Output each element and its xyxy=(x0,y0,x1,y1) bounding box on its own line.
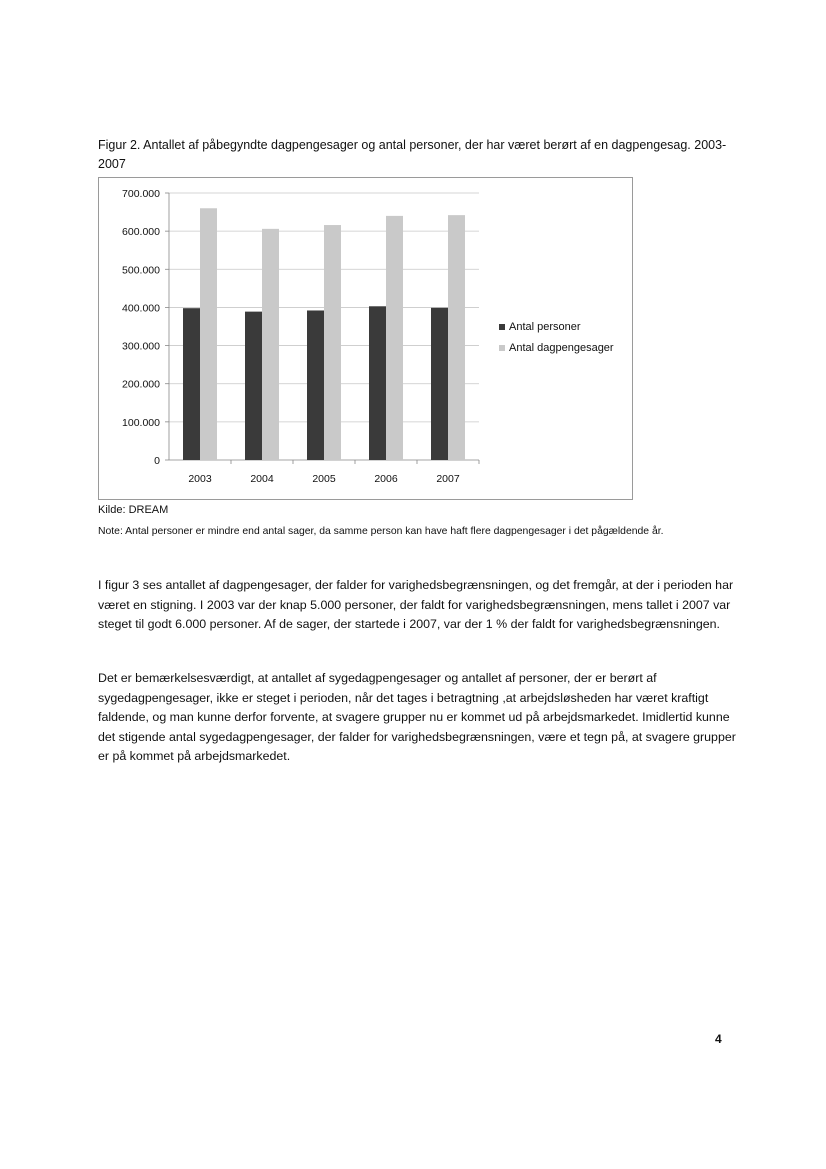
bar-antal-dagpengesager xyxy=(448,215,465,460)
source-text: Kilde: DREAM xyxy=(98,504,169,516)
legend-label: Antal dagpengesager xyxy=(509,342,614,354)
x-tick-label: 2006 xyxy=(374,473,398,485)
x-tick-label: 2005 xyxy=(312,473,336,485)
y-tick-label: 700.000 xyxy=(122,188,160,200)
bar-antal-personer xyxy=(245,312,262,460)
body-paragraph-1: I figur 3 ses antallet af dagpengesager, der falder for varighedsbegrænsningen, og det fremgår, at der i perioden har været en stigning. I 2003 var der knap 5.000 personer, der faldt for varighedsbegrænsningen, mens tallet i 2007 var steget til godt 6.000 personer. Af de sager, der startede i 2007, var der 1 % der faldt for varighedsbegrænsningen. xyxy=(98,578,734,632)
y-tick-label: 500.000 xyxy=(122,264,160,277)
bar-antal-dagpengesager xyxy=(262,229,279,460)
legend-swatch xyxy=(499,324,505,330)
bar-antal-personer xyxy=(307,310,324,460)
legend-label: Antal personer xyxy=(509,321,581,333)
y-tick-label: 400.000 xyxy=(122,302,160,315)
x-tick-label: 2007 xyxy=(436,473,460,485)
bar-antal-dagpengesager xyxy=(386,216,403,460)
page-number: 4 xyxy=(715,1032,722,1046)
legend-swatch xyxy=(499,345,505,351)
bar-antal-dagpengesager xyxy=(200,208,217,460)
y-tick-label: 0 xyxy=(154,455,160,467)
chart-svg xyxy=(99,178,634,501)
y-tick-label: 200.000 xyxy=(122,378,160,391)
bar-antal-personer xyxy=(431,308,448,460)
note-text: Note: Antal personer er mindre end antal sager, da samme person kan have haft flere dagpengesager i det pågældende år. xyxy=(98,526,664,537)
body-paragraph-2: Det er bemærkelsesværdigt, at antallet af sygedagpengesager og antallet af personer, der er berørt af sygedagpengesager, ikke er steget i perioden, når det tages i betragtning ,at arbejdsløsheden har været kraftigt faldende, og man kunne derfor forvente, at svagere grupper nu er kommet ud på arbejdsmarkedet. Imidlertid kunne det stigende antal sygedagpengesager, der falder for varighedsbegrænsningen, være et tegn på, at svagere grupper er på kommet på arbejdsmarkedet. xyxy=(98,671,736,764)
bar-antal-personer xyxy=(183,308,200,460)
bar-antal-dagpengesager xyxy=(324,225,341,460)
y-tick-label: 600.000 xyxy=(122,226,160,239)
bar-antal-personer xyxy=(369,306,386,460)
y-tick-label: 100.000 xyxy=(122,416,160,429)
x-tick-label: 2004 xyxy=(250,473,274,485)
bar-chart xyxy=(98,177,633,500)
y-tick-label: 300.000 xyxy=(122,340,160,353)
figure-caption: Figur 2. Antallet af påbegyndte dagpengesager og antal personer, der har været berørt af en dagpengesag. 2003-2007 xyxy=(98,138,727,171)
x-tick-label: 2003 xyxy=(188,473,212,485)
